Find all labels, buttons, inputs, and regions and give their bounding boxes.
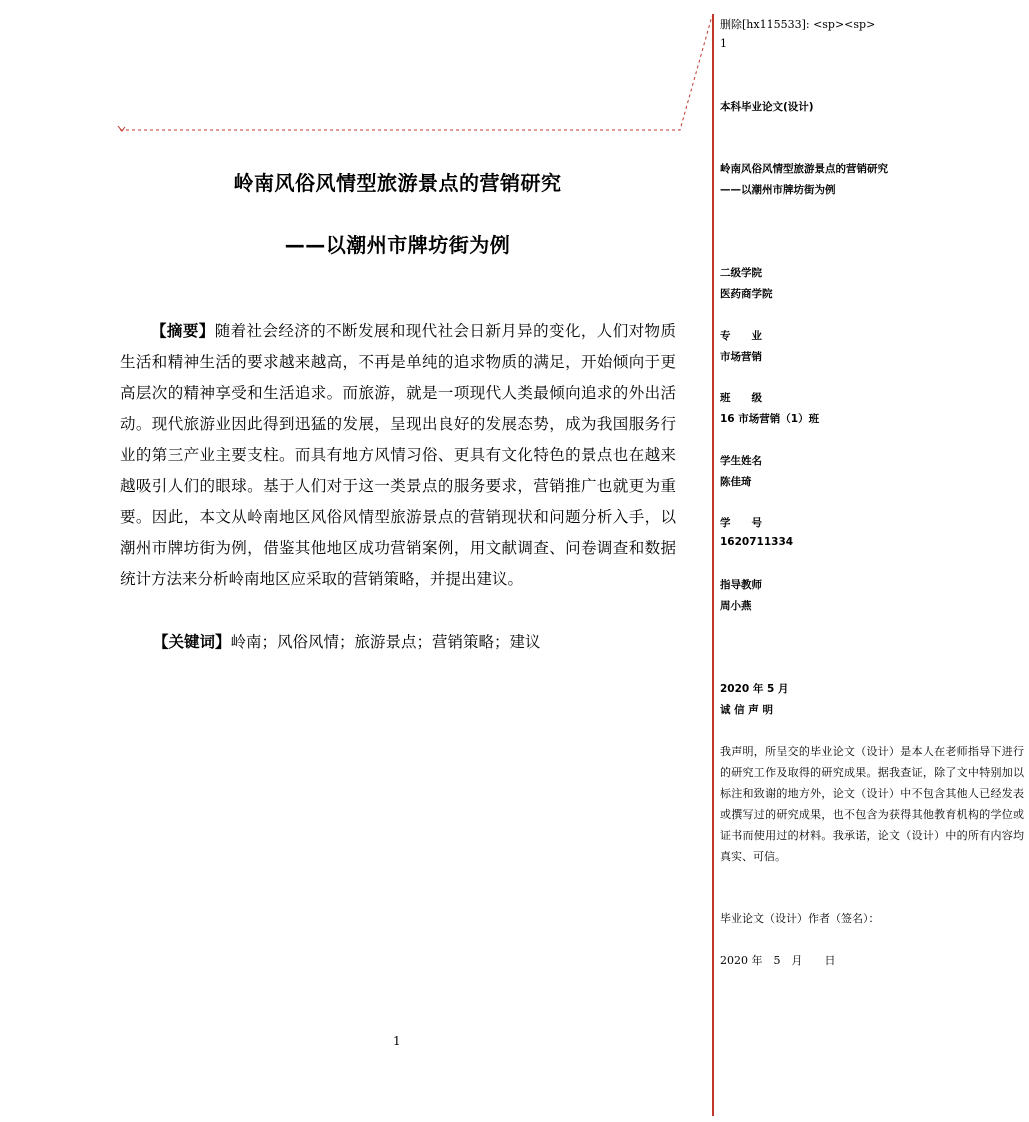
comment-title: 岭南风俗风情型旅游景点的营销研究 (720, 163, 888, 175)
keywords-label: 【关键词】 (153, 633, 231, 651)
thesis-date: 2020 年 5 月 (720, 683, 789, 695)
abstract-label: 【摘要】 (151, 322, 215, 340)
insertion-caret-icon (118, 126, 125, 131)
major-label: 专 业 (720, 330, 762, 342)
class-label: 班 级 (720, 392, 762, 404)
comment-header: 删除[hx115533]: <sp><sp> (720, 18, 876, 31)
advisor-label: 指导教师 (720, 579, 762, 591)
college-label: 二级学院 (720, 267, 762, 279)
student-id-label: 学 号 (720, 517, 762, 529)
thesis-type: 本科毕业论文(设计) (720, 101, 814, 113)
revision-comment-balloon[interactable] (720, 0, 1025, 1122)
comment-pane-divider (712, 14, 714, 1116)
student-name-label: 学生姓名 (720, 455, 762, 467)
declaration-text: 我声明，所呈交的毕业论文（设计）是本人在老师指导下进行的研究工作及取得的研究成果。据我查证，除了文中特别加以标注和致谢的地方外，论文（设计）中不包含其他人已经发表或撰写过的研究成果，也不包含为获得其他教育机构的学位或证书而使用过的材料。我承诺，论文（设计）中的所有内容均真实、可信。 (720, 745, 1024, 863)
student-id-value: 1620711334 (720, 536, 794, 548)
paper-title: 岭南风俗风情型旅游景点的营销研究 (233, 171, 562, 195)
signature-line: 毕业论文（设计）作者（签名）： (720, 912, 880, 925)
declaration-title: 诚 信 声 明 (720, 704, 773, 716)
student-name-value: 陈佳琦 (720, 476, 752, 488)
college-value: 医药商学院 (720, 288, 773, 300)
signature-date: 2020 年 5 月 日 (720, 954, 836, 967)
paper-subtitle: ——以潮州市牌坊街为例 (284, 233, 511, 257)
page-number: 1 (393, 1034, 401, 1048)
advisor-value: 周小燕 (720, 600, 752, 612)
revision-connector-line (0, 0, 712, 140)
keywords-text: 岭南；风俗风情；旅游景点；营销策略；建议 (230, 633, 541, 651)
abstract-paragraph (120, 316, 676, 595)
comment-line-1: 1 (720, 37, 727, 50)
major-value: 市场营销 (720, 351, 762, 363)
class-value: 16 市场营销（1）班 (720, 413, 820, 425)
keywords-line (153, 629, 541, 655)
abstract-text: 随着社会经济的不断发展和现代社会日新月异的变化，人们对物质生活和精神生活的要求越来越高，不再是单纯的追求物质的满足，开始倾向于更高层次的精神享受和生活追求。而旅游，就是一项现代人类最倾向追求的外出活动。现代旅游业因此得到迅猛的发展，呈现出良好的发展态势，成为我国服务行业的第三产业主要支柱。而具有地方风情习俗、更具有文化特色的景点也在越来越吸引人们的眼球。基于人们对于这一类景点的服务要求，营销推广也就更为重要。因此，本文从岭南地区风俗风情型旅游景点的营销现状和问题分析入手，以潮州市牌坊街为例，借鉴其他地区成功营销案例，用文献调查、问卷调查和数据统计方法来分析岭南地区应采取的营销策略，并提出建议。 (120, 322, 676, 588)
comment-subtitle: ——以潮州市牌坊街为例 (720, 184, 836, 196)
